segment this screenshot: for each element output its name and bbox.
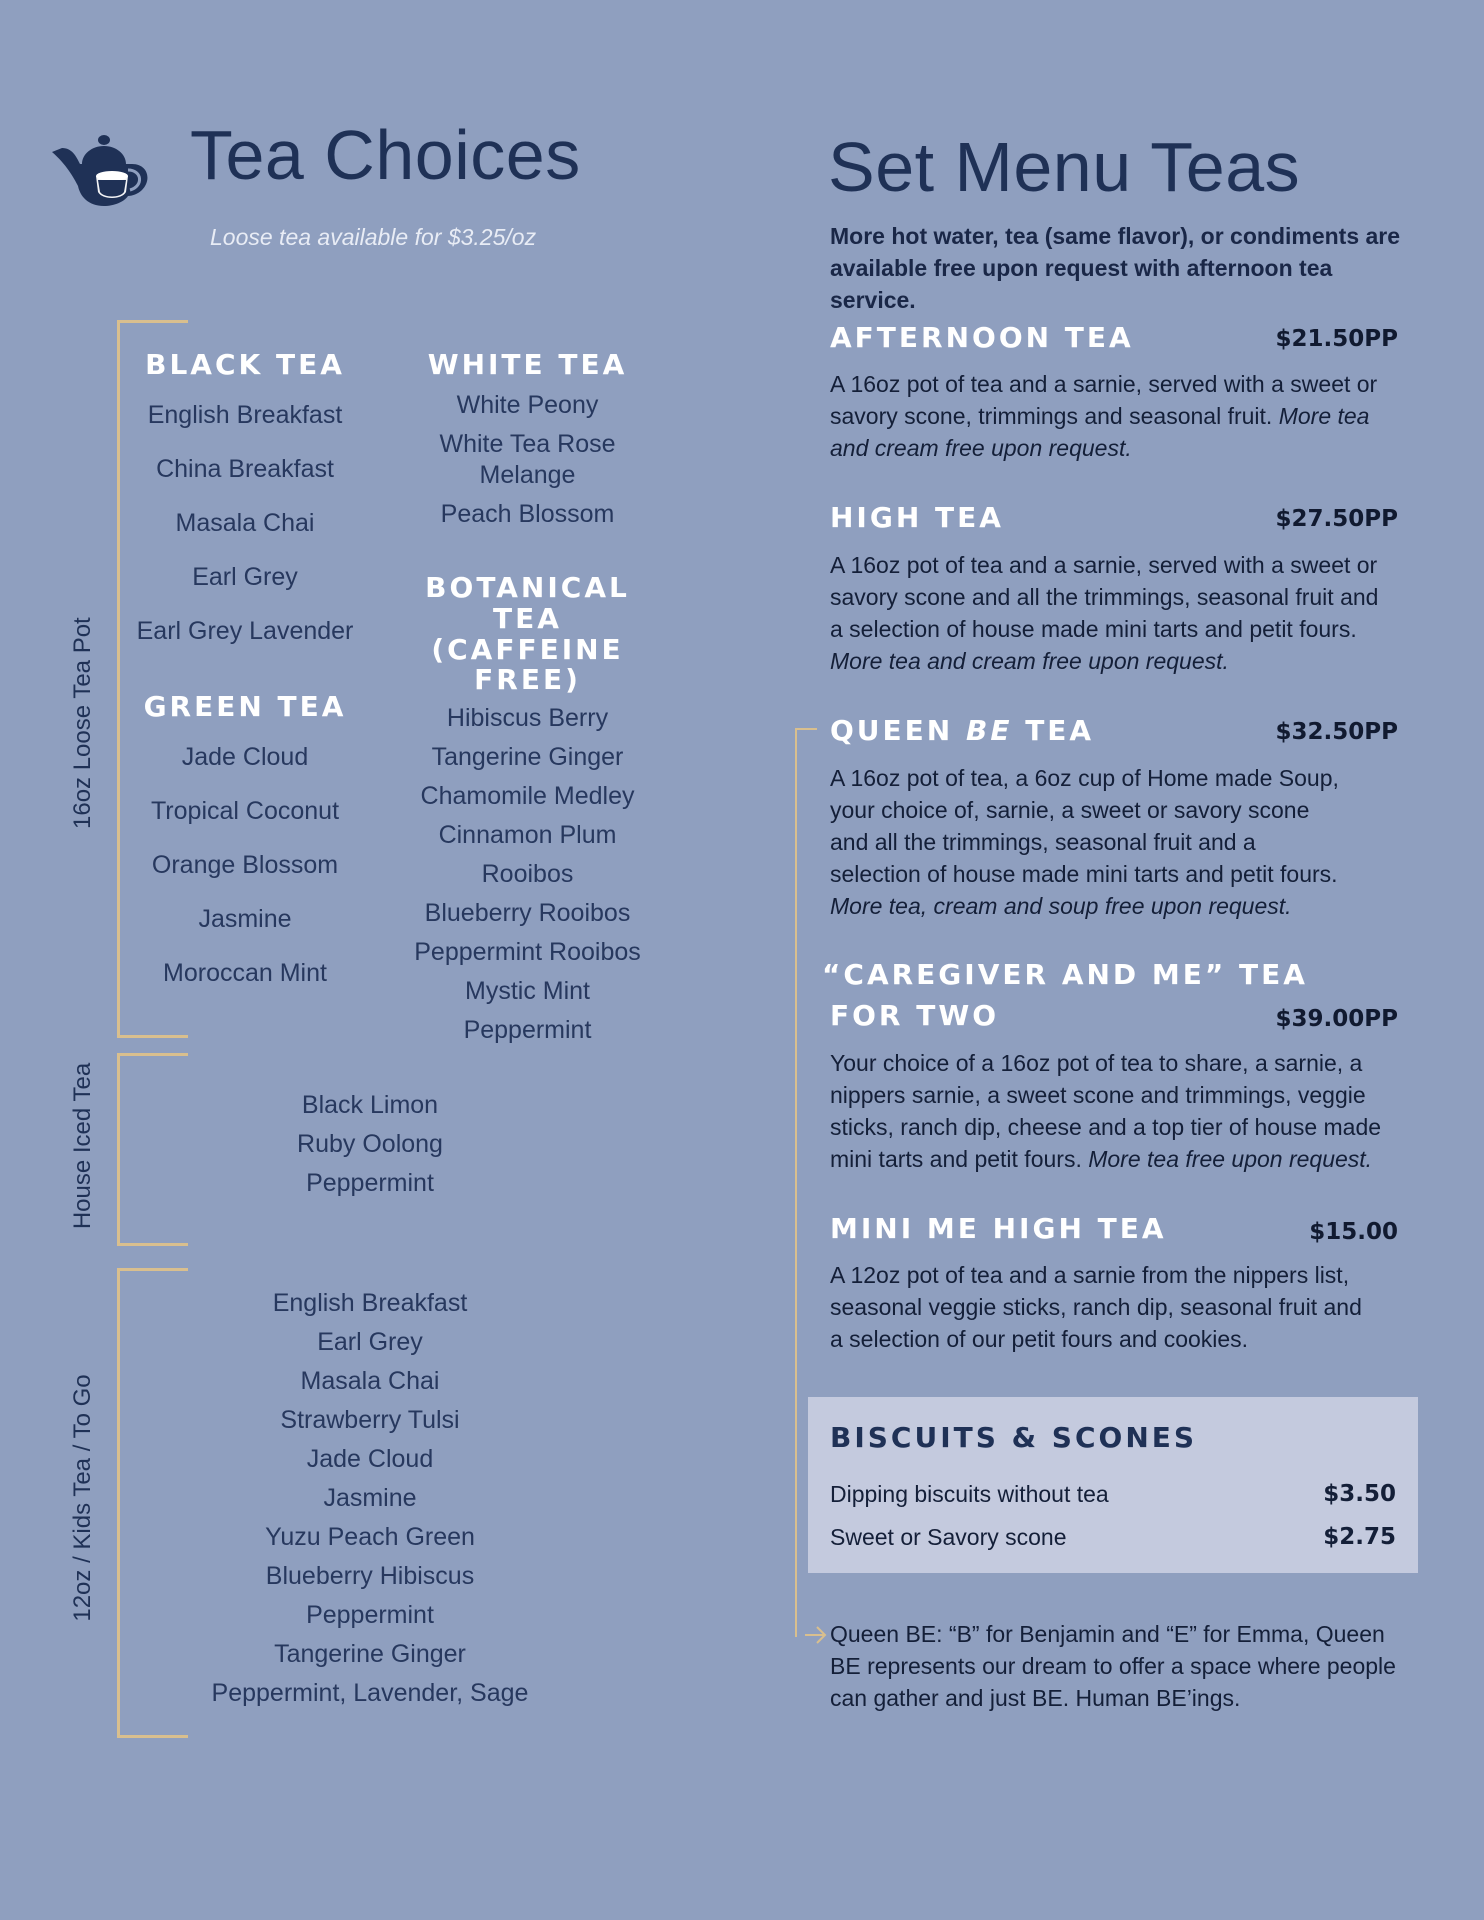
title-part: QUEEN — [830, 714, 966, 747]
green-tea-column — [120, 692, 370, 986]
tea-item: Chamomile Medley — [420, 782, 635, 811]
mini-me-tea-desc: A 12oz pot of tea and a sarnie from the nippers list, seasonal veggie sticks, ranch dip, seasonal fruit and a selection of our petit fours and cookies. — [830, 1262, 1362, 1352]
scone-row-price: $2.75 — [1323, 1524, 1396, 1550]
scone-row-label: Sweet or Savory scone — [830, 1524, 1067, 1550]
caregiver-tea-title: “CAREGIVER AND ME” TEA — [822, 958, 1308, 991]
label-house-iced-tea: House Iced Tea — [69, 1062, 96, 1230]
title-em: BE — [965, 714, 1013, 747]
tea-item: Strawberry Tulsi — [280, 1406, 460, 1434]
tea-item: Jasmine — [323, 1484, 417, 1512]
page-title-tea-choices: Tea Choices — [190, 116, 581, 194]
desc-note: More tea, cream and soup free upon request. — [830, 893, 1292, 919]
label-kids-tea-to-go: 12oz / Kids Tea / To Go — [69, 1374, 96, 1622]
white-tea-heading: WHITE TEA — [427, 348, 628, 381]
queen-be-tea-title — [830, 711, 1094, 751]
black-tea-heading: BLACK TEA — [145, 348, 345, 381]
tea-item: Jade Cloud — [306, 1445, 434, 1473]
tea-item: Mystic Mint — [465, 977, 590, 1006]
desc-text: Your choice of a 16oz pot of tea to share, a sarnie, a nippers sarnie, a sweet scone and trimmings, veggie sticks, ranch dip, cheese and a top tier of house made mini tarts and petit fours. — [830, 1050, 1382, 1172]
teapot-icon — [52, 134, 156, 206]
kids-tea-list — [200, 1291, 540, 1706]
bracket-iced — [117, 1053, 188, 1246]
tea-item: Masala Chai — [300, 1367, 440, 1395]
arrow-right-icon — [805, 1620, 827, 1650]
afternoon-tea-title: AFTERNOON TEA — [830, 321, 1134, 354]
tea-item: Orange Blossom — [151, 850, 339, 879]
tea-item: White Tea Rose — [439, 429, 616, 458]
biscuits-scones-title: BISCUITS & SCONES — [830, 1421, 1198, 1454]
mini-me-tea-title: MINI ME HIGH TEA — [830, 1212, 1167, 1245]
tea-item: Ruby Oolong — [297, 1130, 443, 1158]
page-title-set-menu-teas: Set Menu Teas — [828, 128, 1301, 206]
desc-text: A 16oz pot of tea and a sarnie, served with a sweet or savory scone and all the trimmings, seasonal fruit and a selection of house made mini tarts and petit fours. — [830, 552, 1379, 642]
title-part: TEA — [1012, 714, 1095, 747]
desc-note: More tea and cream free upon request. — [830, 648, 1229, 674]
tea-item: Peppermint — [306, 1169, 434, 1197]
tea-item: Rooibos — [481, 860, 574, 889]
tea-item: Masala Chai — [175, 508, 315, 537]
caffeine-free-heading: (CAFFEINE FREE) — [431, 632, 624, 697]
green-tea-heading: GREEN TEA — [143, 690, 347, 723]
high-tea-desc — [830, 549, 1390, 677]
afternoon-tea-desc — [830, 368, 1390, 464]
iced-tea-list — [230, 1093, 510, 1196]
tea-item: Earl Grey Lavender — [136, 616, 354, 645]
tea-item: White Peony — [456, 390, 599, 419]
caregiver-tea-title-2: FOR TWO — [830, 999, 1000, 1032]
queen-be-tea-price: $32.50PP — [1275, 719, 1398, 745]
bracket-kids — [117, 1268, 188, 1738]
biscuits-scones-box — [808, 1397, 1418, 1573]
tea-item: Melange — [479, 460, 576, 489]
tea-item: Blueberry Hibiscus — [265, 1562, 475, 1590]
tea-item: Tangerine Ginger — [431, 743, 624, 772]
tea-item: Cinnamon Plum — [438, 821, 617, 850]
white-tea-column — [400, 350, 655, 527]
loose-tea-note: Loose tea available for $3.25/oz — [210, 224, 537, 250]
queen-be-note: Queen BE: “B” for Benjamin and “E” for Emma, Queen BE represents our dream to offer a space where people can gather and just BE. Human BE’ings. — [830, 1621, 1396, 1711]
mini-me-tea-price: $15.00 — [1309, 1219, 1398, 1245]
afternoon-tea-price: $21.50PP — [1275, 326, 1398, 352]
desc-text: A 16oz pot of tea, a 6oz cup of Home made Soup, your choice of, sarnie, a sweet or savory scone and all the trimmings, seasonal fruit and a selection of house made mini tarts and petit fours. — [830, 765, 1339, 887]
tea-item: Hibiscus Berry — [446, 704, 609, 733]
queen-be-tea-desc — [830, 762, 1350, 922]
high-tea-title: HIGH TEA — [830, 501, 1004, 534]
tea-item: Peach Blossom — [440, 499, 615, 528]
tea-item: English Breakfast — [147, 400, 343, 429]
set-menu-intro: More hot water, tea (same flavor), or condiments are available free upon request with afternoon tea service. — [830, 223, 1401, 313]
botanical-tea-heading: BOTANICAL TEA — [425, 571, 630, 635]
botanical-tea-column — [400, 573, 655, 1043]
tea-item: Peppermint — [306, 1601, 434, 1629]
tea-item: English Breakfast — [272, 1289, 468, 1317]
tea-item: Peppermint, Lavender, Sage — [211, 1679, 529, 1707]
label-loose-pot: 16oz Loose Tea Pot — [69, 617, 96, 829]
tea-item: Moroccan Mint — [163, 958, 327, 987]
desc-note: More tea and cream free upon request. — [830, 403, 1370, 461]
tea-item: China Breakfast — [156, 454, 334, 483]
tea-item: Peppermint Rooibos — [414, 938, 641, 967]
tea-item: Black Limon — [301, 1091, 439, 1119]
tea-item: Jade Cloud — [181, 742, 309, 771]
tea-item: Peppermint — [463, 1016, 592, 1045]
tea-item: Earl Grey — [317, 1328, 423, 1356]
biscuits-row-price: $3.50 — [1323, 1481, 1396, 1507]
biscuits-row-label: Dipping biscuits without tea — [830, 1481, 1109, 1507]
tea-item: Jasmine — [198, 904, 292, 933]
tea-item: Tangerine Ginger — [274, 1640, 466, 1668]
desc-text: A 16oz pot of tea and a sarnie, served with a sweet or savory scone, trimmings and seasonal fruit. — [830, 371, 1378, 429]
black-tea-column — [120, 350, 370, 644]
tea-item: Earl Grey — [192, 562, 298, 591]
caregiver-tea-price: $39.00PP — [1275, 1006, 1398, 1032]
caregiver-tea-desc — [830, 1047, 1405, 1175]
tea-item: Blueberry Rooibos — [424, 899, 631, 928]
tea-item: Tropical Coconut — [150, 796, 340, 825]
high-tea-price: $27.50PP — [1275, 506, 1398, 532]
tea-item: Yuzu Peach Green — [265, 1523, 475, 1551]
desc-note: More tea free upon request. — [1088, 1146, 1373, 1172]
